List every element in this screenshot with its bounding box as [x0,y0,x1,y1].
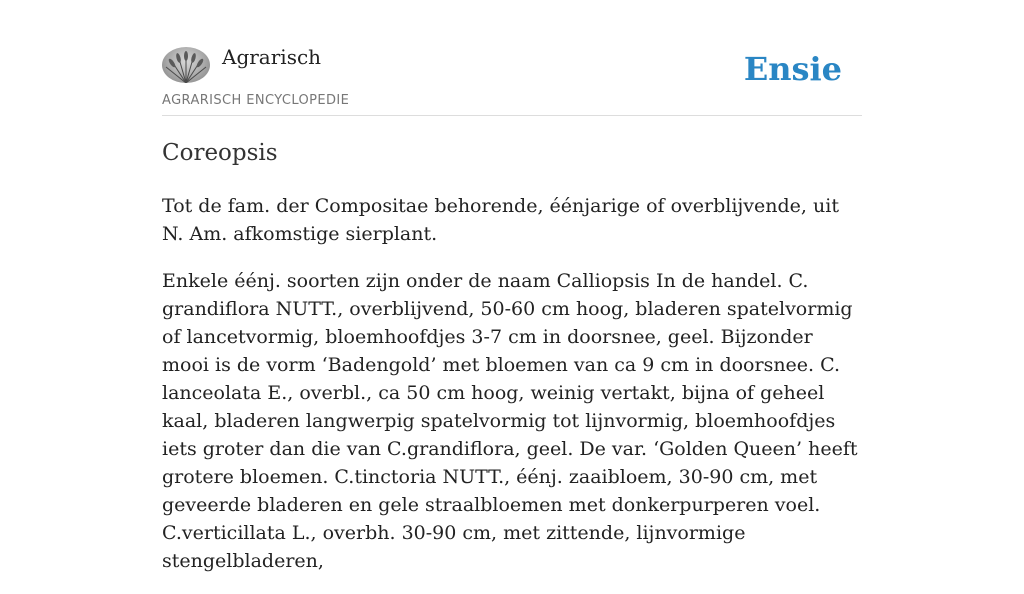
source-subtitle: AGRARISCH ENCYCLOPEDIE [162,93,350,108]
source-name[interactable]: Agrarisch [222,45,322,69]
grain-sheaf-icon[interactable] [162,47,210,83]
article-paragraph: Enkele éénj. soorten zijn onder de naam Calliopsis In de handel. C. grandiflora NUTT., overblijvend, 50-60 cm hoog, bladeren spatelvormig of lancetvormig, bloemhoofdjes 3-7 cm in doorsnee, geel. Bijzonder mooi is de vorm ‘Badengold’ met bloemen van ca 9 cm in doorsnee. C. lanceolata E., overbl., ca 50 cm hoog, weinig vertakt, bijna of geheel kaal, bladeren langwerpig spatelvormig tot lijnvormig, bloemhoofdjes iets groter dan die van C.grandiflora, geel. De var. ‘Golden Queen’ heeft grotere bloemen. C.tinctoria NUTT., éénj. zaaibloem, 30-90 cm, met geveerde bladeren en gele straalbloemen met donkerpurperen voel. C.verticillata L., overbh. 30-90 cm, met zittende, lijnvormige stengelbladeren, [162,270,858,572]
article-body [162,192,862,594]
page-container [162,0,862,572]
article-title: Coreopsis [162,140,278,166]
brand-logo-link[interactable]: Ensie [743,50,842,88]
article-paragraph: Tot de fam. der Compositae behorende, éénjarige of overblijvende, uit N. Am. afkomstige sierplant. [162,195,839,245]
header-divider [162,115,862,116]
